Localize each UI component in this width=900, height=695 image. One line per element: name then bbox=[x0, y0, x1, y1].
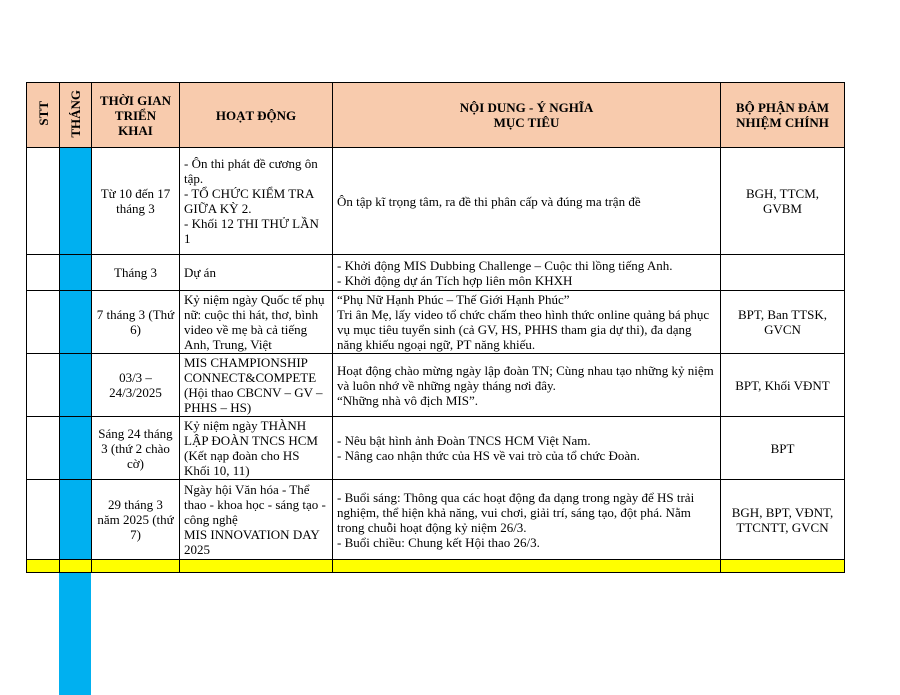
month-cell bbox=[60, 148, 92, 255]
dept-cell: BGH, TTCM, GVBM bbox=[721, 148, 845, 255]
month-cell bbox=[60, 255, 92, 291]
content-cell: Hoạt động chào mừng ngày lập đoàn TN; Cùng nhau tạo những kỷ niệm và luôn nhớ về những ngày tháng nơi đây. “Những nhà vô địch MIS”. bbox=[333, 354, 721, 417]
content-cell: Ôn tập kĩ trọng tâm, ra đề thi phân cấp và đúng ma trận đề bbox=[333, 148, 721, 255]
footer-cell bbox=[60, 560, 92, 573]
month-cell bbox=[60, 417, 92, 480]
footer-row bbox=[27, 560, 845, 573]
activity-cell: Kỷ niệm ngày THÀNH LẬP ĐOÀN TNCS HCM (Kết nạp đoàn cho HS Khối 10, 11) bbox=[180, 417, 333, 480]
time-cell: Tháng 3 bbox=[92, 255, 180, 291]
activity-cell: Dự án bbox=[180, 255, 333, 291]
footer-cell bbox=[721, 560, 845, 573]
stt-cell bbox=[27, 417, 60, 480]
table-row bbox=[27, 148, 845, 255]
stt-cell bbox=[27, 480, 60, 560]
activity-cell: Ngày hội Văn hóa - Thể thao - khoa học - sáng tạo - công nghệ MIS INNOVATION DAY 2025 bbox=[180, 480, 333, 560]
stt-cell bbox=[27, 255, 60, 291]
stt-cell bbox=[27, 148, 60, 255]
month-cell bbox=[60, 480, 92, 560]
month-cell bbox=[60, 354, 92, 417]
content-cell: “Phụ Nữ Hạnh Phúc – Thế Giới Hạnh Phúc” Tri ân Mẹ, lấy video tổ chức chấm theo hình thức online quảng bá phục vụ mục tiêu tuyển sinh (cả GV, HS, PHHS tham gia dự thi), đa dạng năng khiếu ngoại ngữ, PT năng khiếu. bbox=[333, 291, 721, 354]
month-cell bbox=[60, 291, 92, 354]
table-row bbox=[27, 354, 845, 417]
activity-plan-table bbox=[26, 82, 845, 573]
footer-cell bbox=[180, 560, 333, 573]
activity-cell: - Ôn thi phát đề cương ôn tập. - TỔ CHỨC KIỂM TRA GIỮA KỲ 2. - Khối 12 THI THỬ LẦN 1 bbox=[180, 148, 333, 255]
activity-cell: MIS CHAMPIONSHIP CONNECT&COMPETE (Hội thao CBCNV – GV – PHHS – HS) bbox=[180, 354, 333, 417]
content-cell: - Nêu bật hình ảnh Đoàn TNCS HCM Việt Nam. - Nâng cao nhận thức của HS về vai trò của tổ chức Đoàn. bbox=[333, 417, 721, 480]
content-cell: - Buổi sáng: Thông qua các hoạt động đa dạng trong ngày để HS trải nghiệm, thể hiện khả năng, vui chơi, giải trí, sáng tạo, đột phá. Nằm trong chuỗi hoạt động kỷ niệm 26/3. - Buổi chiều: Chung kết Hội thao 26/3. bbox=[333, 480, 721, 560]
header-thang: THÁNG bbox=[60, 83, 92, 148]
header-thoi-gian: THỜI GIAN TRIỂN KHAI bbox=[92, 83, 180, 148]
dept-cell bbox=[721, 255, 845, 291]
header-bo-phan: BỘ PHẬN ĐẢM NHIỆM CHÍNH bbox=[721, 83, 845, 148]
time-cell: Sáng 24 tháng 3 (thứ 2 chào cờ) bbox=[92, 417, 180, 480]
footer-cell bbox=[333, 560, 721, 573]
dept-cell: BGH, BPT, VĐNT, TTCNTT, GVCN bbox=[721, 480, 845, 560]
footer-cell bbox=[27, 560, 60, 573]
time-cell: 7 tháng 3 (Thứ 6) bbox=[92, 291, 180, 354]
table-row bbox=[27, 255, 845, 291]
stt-cell bbox=[27, 291, 60, 354]
time-cell: Từ 10 đến 17 tháng 3 bbox=[92, 148, 180, 255]
footer-cell bbox=[92, 560, 180, 573]
header-hoat-dong: HOẠT ĐỘNG bbox=[180, 83, 333, 148]
table-row bbox=[27, 291, 845, 354]
dept-cell: BPT bbox=[721, 417, 845, 480]
dept-cell: BPT, Khối VĐNT bbox=[721, 354, 845, 417]
time-cell: 03/3 – 24/3/2025 bbox=[92, 354, 180, 417]
time-cell: 29 tháng 3 năm 2025 (thứ 7) bbox=[92, 480, 180, 560]
table-row bbox=[27, 417, 845, 480]
activity-cell: Kỷ niệm ngày Quốc tế phụ nữ: cuộc thi hát, thơ, bình video về mẹ bà cả tiếng Anh, Trung, Việt bbox=[180, 291, 333, 354]
header-noi-dung: NỘI DUNG - Ý NGHĨA MỤC TIÊU bbox=[333, 83, 721, 148]
dept-cell: BPT, Ban TTSK, GVCN bbox=[721, 291, 845, 354]
stt-cell bbox=[27, 354, 60, 417]
content-cell: - Khởi động MIS Dubbing Challenge – Cuộc thi lồng tiếng Anh. - Khởi động dự án Tích hợp liên môn KHXH bbox=[333, 255, 721, 291]
header-row bbox=[27, 83, 845, 148]
header-stt: STT bbox=[27, 83, 60, 148]
table-row bbox=[27, 480, 845, 560]
